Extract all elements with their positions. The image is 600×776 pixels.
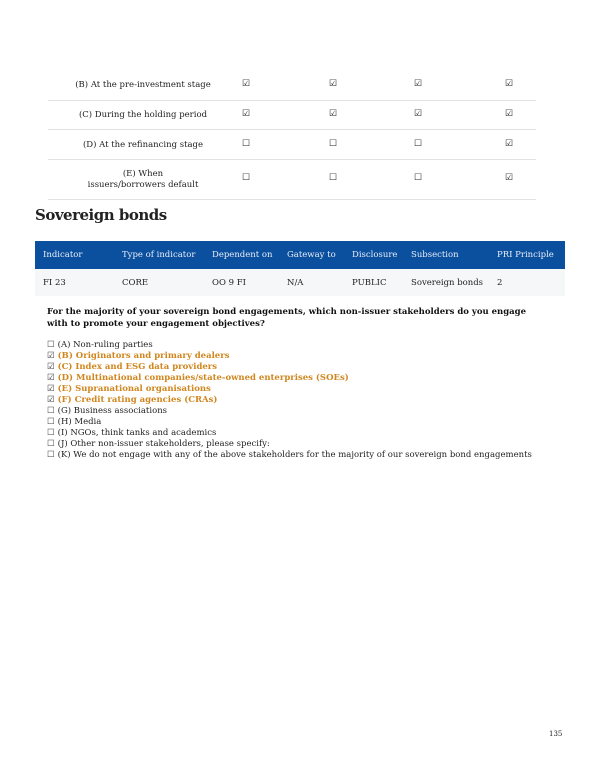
- header-cell: PRI Principle: [497, 250, 554, 260]
- option-label: (D) Multinational companies/state-owned enterprises (SOEs): [57, 373, 349, 383]
- option-item: [47, 428, 532, 439]
- option-label: (B) Originators and primary dealers: [57, 351, 230, 361]
- checkbox: ☑: [242, 109, 251, 119]
- header-cell: Disclosure: [352, 250, 398, 260]
- cell: PUBLIC: [352, 278, 387, 288]
- checkbox: ☑: [242, 79, 251, 89]
- option-label: (K) We do not engage with any of the above stakeholders for the majority of our sovereign bond engagements: [57, 450, 532, 460]
- option-item: [47, 384, 532, 395]
- checkbox-icon: ☑: [47, 384, 55, 394]
- table-header: [35, 241, 565, 269]
- checkbox-icon: ☑: [47, 395, 55, 405]
- matrix-row: [48, 160, 536, 200]
- option-item: [47, 340, 532, 351]
- cell: 2: [497, 278, 503, 288]
- checkbox: ☑: [505, 173, 514, 183]
- option-label: (H) Media: [57, 417, 102, 427]
- cell: CORE: [122, 278, 149, 288]
- matrix-row: [48, 70, 536, 101]
- checkbox-icon: ☐: [47, 428, 55, 438]
- row-label: (D) At the refinancing stage: [82, 140, 204, 150]
- option-label: (I) NGOs, think tanks and academics: [57, 428, 217, 438]
- page-number: 135: [549, 730, 563, 738]
- table-row: [35, 269, 565, 296]
- option-label: (G) Business associations: [57, 406, 168, 416]
- option-item: [47, 373, 532, 384]
- checkbox: ☐: [329, 173, 338, 183]
- question-text: For the majority of your sovereign bond engagements, which non-issuer stakeholders do you engage with to promote your engagement objectives?: [47, 307, 527, 329]
- cell: OO 9 FI: [212, 278, 247, 288]
- checkbox: ☑: [414, 79, 423, 89]
- row-label: (B) At the pre-investment stage: [75, 80, 211, 90]
- checkbox: ☑: [505, 139, 514, 149]
- checkbox: ☐: [414, 173, 423, 183]
- header-cell: Type of indicator: [122, 250, 196, 260]
- checkbox-icon: ☐: [47, 417, 55, 427]
- options-list: [47, 340, 532, 461]
- header-cell: Dependent on: [212, 250, 273, 260]
- checkbox: ☐: [414, 139, 423, 149]
- option-item: [47, 450, 532, 461]
- checkbox: ☑: [505, 109, 514, 119]
- checkbox-icon: ☐: [47, 450, 55, 460]
- header-cell: Gateway to: [287, 250, 336, 260]
- checkbox: ☐: [329, 139, 338, 149]
- header-cell: Subsection: [411, 250, 459, 260]
- option-item: [47, 395, 532, 406]
- option-label: (J) Other non-issuer stakeholders, please specify:: [57, 439, 270, 449]
- checkbox-icon: ☑: [47, 362, 55, 372]
- row-label: (E) When issuers/borrowers default: [87, 169, 199, 190]
- option-label: (C) Index and ESG data providers: [57, 362, 218, 372]
- checkbox: ☑: [414, 109, 423, 119]
- checkbox-icon: ☐: [47, 406, 55, 416]
- option-item: [47, 417, 532, 428]
- checkbox-icon: ☑: [47, 351, 55, 361]
- cell: N/A: [287, 278, 304, 288]
- header-cell: Indicator: [43, 250, 83, 260]
- option-label: (F) Credit rating agencies (CRAs): [57, 395, 218, 405]
- cell: FI 23: [43, 278, 66, 288]
- row-label: (C) During the holding period: [78, 110, 208, 120]
- option-item: [47, 406, 532, 417]
- checkbox-icon: ☐: [47, 439, 55, 449]
- checkbox: ☐: [242, 173, 251, 183]
- checkbox-icon: ☐: [47, 340, 55, 350]
- option-label: (E) Supranational organisations: [57, 384, 211, 394]
- checkbox: ☐: [242, 139, 251, 149]
- option-item: [47, 351, 532, 362]
- matrix-row: [48, 130, 536, 160]
- indicator-table: [35, 241, 565, 296]
- option-item: [47, 362, 532, 373]
- matrix-row: [48, 100, 536, 130]
- checkbox: ☑: [329, 79, 338, 89]
- option-label: (A) Non-ruling parties: [57, 340, 153, 350]
- checkbox: ☑: [505, 79, 514, 89]
- checkbox-icon: ☑: [47, 373, 55, 383]
- cell: Sovereign bonds: [411, 278, 484, 288]
- checkbox: ☑: [329, 109, 338, 119]
- option-item: [47, 439, 532, 450]
- section-title: Sovereign bonds: [35, 206, 167, 224]
